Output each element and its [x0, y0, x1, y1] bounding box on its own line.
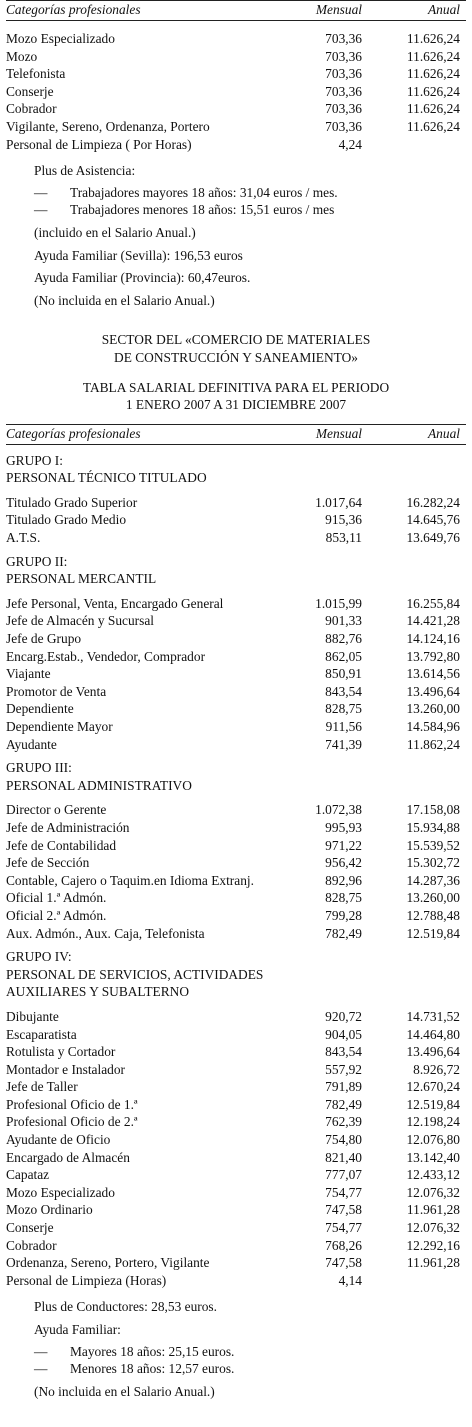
category-name: Cobrador	[6, 1237, 57, 1253]
group-title: PERSONAL MERCANTIL	[6, 571, 157, 587]
annual-value: 14.731,52	[406, 1008, 460, 1024]
table-row	[0, 648, 472, 666]
table-row	[0, 1184, 472, 1202]
category-name: Montador e Instalador	[6, 1061, 125, 1077]
dash-mark: —	[34, 1361, 48, 1377]
dash-mark: —	[34, 184, 48, 200]
table-body	[0, 30, 472, 153]
monthly-value: 971,22	[325, 837, 362, 853]
monthly-value: 741,39	[325, 736, 362, 752]
monthly-value: 703,36	[325, 48, 362, 64]
annual-value: 13.649,76	[406, 530, 460, 546]
monthly-value: 4,14	[338, 1272, 362, 1288]
category-name: Jefe de Administración	[6, 819, 130, 835]
family-sevilla: Ayuda Familiar (Sevilla): 196,53 euros	[34, 247, 243, 263]
category-name: Conserje	[6, 83, 54, 99]
table-row	[0, 1166, 472, 1184]
category-name: Escaparatista	[6, 1026, 77, 1042]
table-row	[0, 665, 472, 683]
annual-value: 8.926,72	[413, 1061, 460, 1077]
table-body	[0, 452, 472, 1290]
dash-mark: —	[34, 202, 48, 218]
annual-value: 13.260,00	[406, 890, 460, 906]
monthly-value: 1.015,99	[315, 595, 362, 611]
table-row	[0, 925, 472, 943]
annual-value: 14.464,80	[406, 1026, 460, 1042]
monthly-value: 892,96	[325, 872, 362, 888]
table-row	[0, 1131, 472, 1149]
table-row	[0, 1113, 472, 1131]
annual-value: 13.792,80	[406, 648, 460, 664]
monthly-value: 915,36	[325, 512, 362, 528]
table-row	[0, 1096, 472, 1114]
monthly-value: 850,91	[325, 666, 362, 682]
category-name: Oficial 2.ª Admón.	[6, 907, 107, 923]
category-name: Encarg.Estab., Vendedor, Comprador	[6, 648, 206, 664]
list-item-text: Trabajadores mayores 18 años: 31,04 euros / mes.	[70, 184, 338, 200]
monthly-value: 4,24	[338, 136, 362, 152]
category-name: Mozo Ordinario	[6, 1202, 93, 1218]
category-name: Vigilante, Sereno, Ordenanza, Portero	[6, 118, 210, 134]
table-row	[0, 854, 472, 872]
annual-value: 13.614,56	[406, 666, 460, 682]
category-name: Profesional Oficio de 2.ª	[6, 1114, 138, 1130]
annual-value: 12.519,84	[406, 1096, 460, 1112]
table-row	[0, 736, 472, 754]
group-section	[0, 452, 472, 553]
annual-value: 11.961,28	[406, 1202, 460, 1218]
category-name: Dependiente	[6, 701, 74, 717]
monthly-value: 703,36	[325, 118, 362, 134]
category-name: Profesional Oficio de 1.ª	[6, 1096, 138, 1112]
annual-value: 12.670,24	[406, 1079, 460, 1095]
table-row	[0, 1078, 472, 1096]
group-title: GRUPO IV:	[6, 949, 72, 965]
table-title-line1: TABLA SALARIAL DEFINITIVA PARA EL PERIODO	[82, 379, 390, 395]
annual-value: 11.862,24	[406, 736, 460, 752]
monthly-value: 843,54	[325, 683, 362, 699]
monthly-value: 853,11	[325, 530, 362, 546]
header-monthly: Mensual	[315, 425, 362, 441]
table-row	[0, 65, 472, 83]
category-name: Mozo Especializado	[6, 31, 115, 46]
list-item-text: Trabajadores menores 18 años: 15,51 euros / mes	[70, 202, 335, 218]
annual-value: 11.626,24	[406, 118, 460, 134]
group-section	[0, 759, 472, 948]
group-title: PERSONAL DE SERVICIOS, ACTIVIDADES	[6, 966, 264, 982]
list-item	[34, 1360, 472, 1378]
table-row	[0, 889, 472, 907]
category-name: Telefonista	[6, 66, 66, 82]
group-title: GRUPO III:	[6, 760, 72, 776]
table-row	[0, 718, 472, 736]
annual-value: 15.934,88	[406, 819, 460, 835]
table-row	[0, 511, 472, 529]
annual-value: 11.961,28	[406, 1255, 460, 1271]
monthly-value: 791,89	[325, 1079, 362, 1095]
monthly-value: 754,77	[325, 1184, 362, 1200]
table-row	[0, 1149, 472, 1167]
group-title: GRUPO II:	[6, 553, 68, 569]
table-row	[0, 683, 472, 701]
monthly-value: 901,33	[325, 613, 362, 629]
annual-value: 15.302,72	[406, 855, 460, 871]
table-header	[0, 425, 472, 444]
monthly-value: 1.017,64	[315, 494, 362, 510]
plus-asistencia-title: Plus de Asistencia:	[34, 163, 136, 179]
monthly-value: 882,76	[325, 631, 362, 647]
annual-value: 12.076,80	[406, 1132, 460, 1148]
table-row	[0, 1254, 472, 1272]
list-item	[34, 1343, 472, 1361]
table-row	[0, 1026, 472, 1044]
category-name: Titulado Grado Medio	[6, 512, 127, 528]
table-row	[0, 118, 472, 136]
annual-value: 11.626,24	[406, 31, 460, 46]
category-name: Titulado Grado Superior	[6, 494, 138, 510]
monthly-value: 703,36	[325, 101, 362, 117]
table-row	[0, 100, 472, 118]
category-name: Jefe de Contabilidad	[6, 837, 117, 853]
monthly-value: 703,36	[325, 66, 362, 82]
table-row	[0, 1201, 472, 1219]
category-name: Rotulista y Cortador	[6, 1044, 116, 1060]
category-name: Cobrador	[6, 101, 57, 117]
annual-value: 12.433,12	[406, 1167, 460, 1183]
included-note: (incluido en el Salario Anual.)	[34, 224, 196, 240]
monthly-value: 782,49	[325, 925, 362, 941]
monthly-value: 747,58	[325, 1255, 362, 1271]
category-name: A.T.S.	[6, 530, 41, 546]
annual-value: 11.626,24	[406, 83, 460, 99]
group-section	[0, 553, 472, 760]
family-title: Ayuda Familiar:	[34, 1322, 121, 1337]
monthly-value: 754,80	[325, 1132, 362, 1148]
category-name: Promotor de Venta	[6, 683, 107, 699]
annual-value: 14.584,96	[406, 719, 460, 734]
list-item-text: Mayores 18 años: 25,15 euros.	[70, 1343, 235, 1359]
table-title-line2: 1 ENERO 2007 A 31 DICIEMBRE 2007	[125, 397, 347, 413]
not-included-note: (No incluida en el Salario Anual.)	[34, 1383, 215, 1399]
table-row	[0, 30, 472, 48]
annual-value: 12.788,48	[406, 907, 460, 923]
category-name: Dependiente Mayor	[6, 719, 113, 734]
annual-value: 13.142,40	[406, 1149, 460, 1165]
annual-value: 15.539,52	[406, 837, 460, 853]
annual-value: 16.282,24	[406, 494, 460, 510]
table-header	[0, 1, 472, 20]
monthly-value: 904,05	[325, 1026, 362, 1042]
header-monthly: Mensual	[315, 2, 362, 17]
header-annual: Anual	[428, 2, 460, 17]
list-item	[34, 201, 472, 219]
not-included-note: (No incluida en el Salario Anual.)	[34, 292, 215, 308]
table-row	[0, 1219, 472, 1237]
category-name: Capataz	[6, 1167, 50, 1183]
category-name: Viajante	[6, 666, 51, 682]
table-row	[0, 837, 472, 855]
group-title: PERSONAL ADMINISTRATIVO	[6, 777, 192, 793]
category-name: Mozo Especializado	[6, 1184, 115, 1200]
header-categories: Categorías profesionales	[6, 425, 141, 441]
annual-value: 14.124,16	[406, 631, 460, 647]
annual-value: 13.496,64	[406, 683, 460, 699]
group-title: AUXILIARES Y SUBALTERNO	[6, 984, 190, 1000]
monthly-value: 768,26	[325, 1237, 362, 1253]
category-name: Jefe de Almacén y Sucursal	[6, 613, 154, 629]
category-name: Mozo	[6, 48, 38, 64]
category-name: Oficial 1.ª Admón.	[6, 890, 107, 906]
salary-table-1	[0, 0, 472, 153]
family-provincia: Ayuda Familiar (Provincia): 60,47euros.	[34, 270, 251, 286]
monthly-value: 828,75	[325, 701, 362, 717]
category-name: Jefe de Taller	[6, 1079, 78, 1095]
category-name: Director o Gerente	[6, 802, 107, 818]
monthly-value: 782,49	[325, 1096, 362, 1112]
annual-value: 12.198,24	[406, 1114, 460, 1130]
annual-value: 13.260,00	[406, 701, 460, 717]
category-name: Dibujante	[6, 1008, 59, 1024]
category-name: Jefe de Grupo	[6, 631, 82, 647]
header-annual: Anual	[428, 425, 460, 441]
annual-value: 11.626,24	[406, 48, 460, 64]
monthly-value: 920,72	[325, 1008, 362, 1024]
category-name: Ayudante de Oficio	[6, 1132, 111, 1148]
category-name: Ordenanza, Sereno, Portero, Vigilante	[6, 1255, 210, 1271]
table-row	[0, 1237, 472, 1255]
list-item	[34, 184, 472, 202]
annual-value: 11.626,24	[406, 101, 460, 117]
category-name: Ayudante	[6, 736, 57, 752]
group-title: PERSONAL TÉCNICO TITULADO	[6, 470, 207, 486]
group-section	[0, 948, 472, 1289]
annual-value: 16.255,84	[406, 595, 460, 611]
monthly-value: 557,92	[325, 1061, 362, 1077]
category-name: Personal de Limpieza (Horas)	[6, 1272, 167, 1288]
annual-value: 12.292,16	[406, 1237, 460, 1253]
annual-value: 12.519,84	[406, 925, 460, 941]
monthly-value: 754,77	[325, 1220, 362, 1236]
monthly-value: 862,05	[325, 648, 362, 664]
annual-value: 14.287,36	[406, 872, 460, 888]
category-name: Encargado de Almacén	[6, 1149, 130, 1165]
monthly-value: 799,28	[325, 907, 362, 923]
table-row	[0, 630, 472, 648]
annual-value: 12.076,32	[406, 1184, 460, 1200]
annual-value: 14.421,28	[406, 613, 460, 629]
table-row	[0, 700, 472, 718]
annual-value: 14.645,76	[406, 512, 460, 528]
category-name: Jefe Personal, Venta, Encargado General	[6, 595, 224, 611]
table-row	[0, 494, 472, 512]
group-title: GRUPO I:	[6, 452, 63, 468]
salary-table-2	[0, 424, 472, 1290]
monthly-value: 762,39	[325, 1114, 362, 1130]
list-item-text: Menores 18 años: 12,57 euros.	[70, 1361, 235, 1377]
monthly-value: 956,42	[325, 855, 362, 871]
category-name: Conserje	[6, 1220, 54, 1236]
monthly-value: 747,58	[325, 1202, 362, 1218]
dash-mark: —	[34, 1343, 48, 1359]
annual-value: 13.496,64	[406, 1044, 460, 1060]
table-row	[0, 819, 472, 837]
category-name: Personal de Limpieza ( Por Horas)	[6, 136, 192, 152]
table-row	[0, 529, 472, 547]
monthly-value: 703,36	[325, 83, 362, 99]
category-name: Contable, Cajero o Taquim.en Idioma Extranj.	[6, 872, 254, 888]
table-row	[0, 136, 472, 154]
monthly-value: 995,93	[325, 819, 362, 835]
table-row	[0, 1061, 472, 1079]
table-row	[0, 612, 472, 630]
section-title-line1: SECTOR DEL «COMERCIO DE MATERIALES	[101, 332, 371, 348]
section-title-line2: DE CONSTRUCCIÓN Y SANEAMIENTO»	[114, 349, 358, 365]
category-name: Jefe de Sección	[6, 855, 90, 871]
monthly-value: 1.072,38	[315, 802, 362, 818]
table-row	[0, 907, 472, 925]
monthly-value: 703,36	[325, 31, 362, 46]
table-row	[0, 801, 472, 819]
annual-value: 17.158,08	[406, 802, 460, 818]
table-row	[0, 83, 472, 101]
monthly-value: 821,40	[325, 1149, 362, 1165]
table-row	[0, 48, 472, 66]
category-name: Aux. Admón., Aux. Caja, Telefonista	[6, 925, 205, 941]
table-row	[0, 1008, 472, 1026]
table-row	[0, 595, 472, 613]
annual-value: 12.076,32	[406, 1220, 460, 1236]
plus-conductores: Plus de Conductores: 28,53 euros.	[34, 1299, 217, 1315]
monthly-value: 828,75	[325, 890, 362, 906]
table-row	[0, 1043, 472, 1061]
table-row	[0, 1272, 472, 1290]
header-categories: Categorías profesionales	[6, 2, 141, 17]
annual-value: 11.626,24	[406, 66, 460, 82]
table-row	[0, 872, 472, 890]
monthly-value: 777,07	[325, 1167, 362, 1183]
monthly-value: 843,54	[325, 1044, 362, 1060]
monthly-value: 911,56	[325, 719, 362, 734]
